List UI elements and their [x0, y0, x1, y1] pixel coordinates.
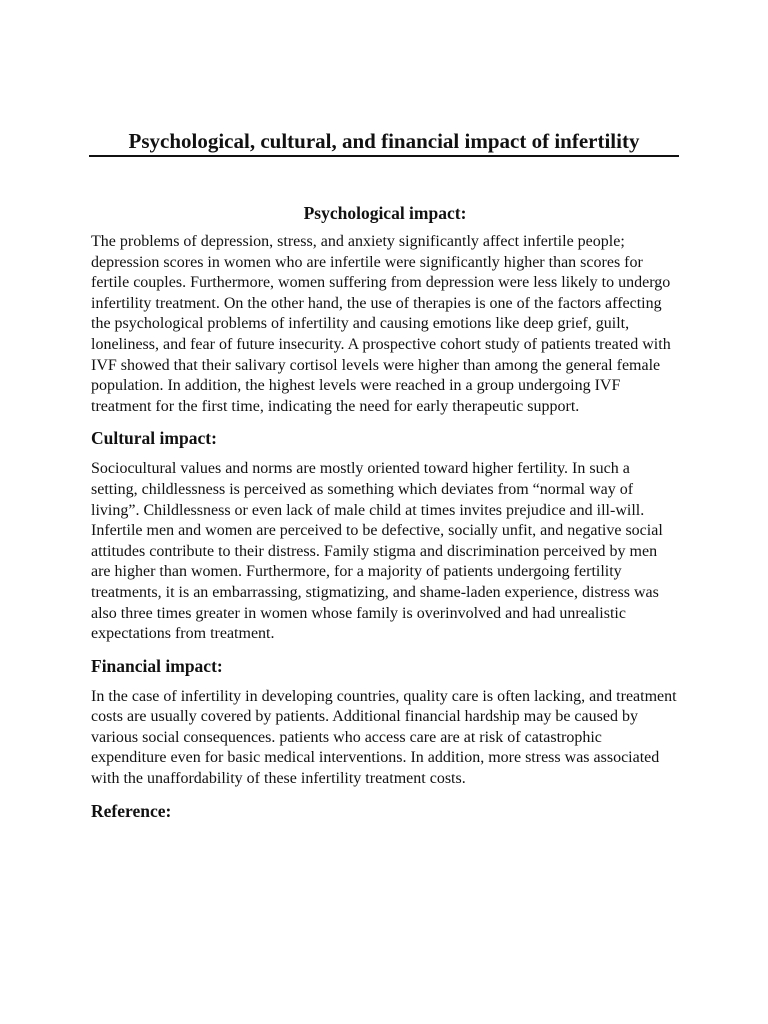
document-body: [91, 200, 679, 832]
section-heading-cultural: Cultural impact:: [91, 428, 217, 449]
section-paragraph-cultural: Sociocultural values and norms are mostly oriented toward higher fertility. In such a setting, childlessness is perceived as something which deviates from “normal way of living”. Childlessness or even lack of male child at times invites prejudice and ill-will. Infertile men and women are perceived to be defective, socially unfit, and negative social attitudes contribute to their distress. Family stigma and discrimination perceived by men are higher than women. Furthermore, for a majority of patients undergoing fertility treatments, it is an embarrassing, stigmatizing, and shame-laden experience, distress was also three times greater in women whose family is overinvolved and had unrealistic expectations from treatment.: [91, 460, 663, 643]
section-cultural: [91, 425, 679, 644]
section-heading-psychological: Psychological impact:: [303, 203, 467, 223]
title-underline: [89, 155, 679, 157]
section-paragraph-financial: In the case of infertility in developing countries, quality care is often lacking, and treatment costs are usually covered by patients. Additional financial hardship may be caused by various social consequences. patients who access care are at risk of catastrophic expenditure even for basic medical interventions. In addition, more stress was associated with the unaffordability of these infertility treatment costs.: [91, 687, 677, 788]
section-reference: [91, 798, 679, 824]
section-paragraph-psychological: The problems of depression, stress, and anxiety significantly affect infertile people; depression scores in women who are infertile were significantly higher than scores for fertile couples. Furthermore, women suffering from depression were less likely to undergo infertility treatment. On the other hand, the use of therapies is one of the factors affecting the psychological problems of infertility and causing emotions like deep grief, guilt, loneliness, and fear of future insecurity. A prospective cohort study of patients treated with IVF showed that their salivary cortisol levels were higher than among the general female population. In addition, the highest levels were reached in a group undergoing IVF treatment for the first time, indicating the need for early therapeutic support.: [91, 233, 671, 415]
section-psychological: [91, 200, 679, 417]
page-title: Psychological, cultural, and financial impact of infertility: [128, 129, 640, 153]
section-heading-financial: Financial impact:: [91, 655, 223, 676]
section-heading-reference: Reference:: [91, 800, 172, 821]
section-financial: [91, 653, 679, 790]
